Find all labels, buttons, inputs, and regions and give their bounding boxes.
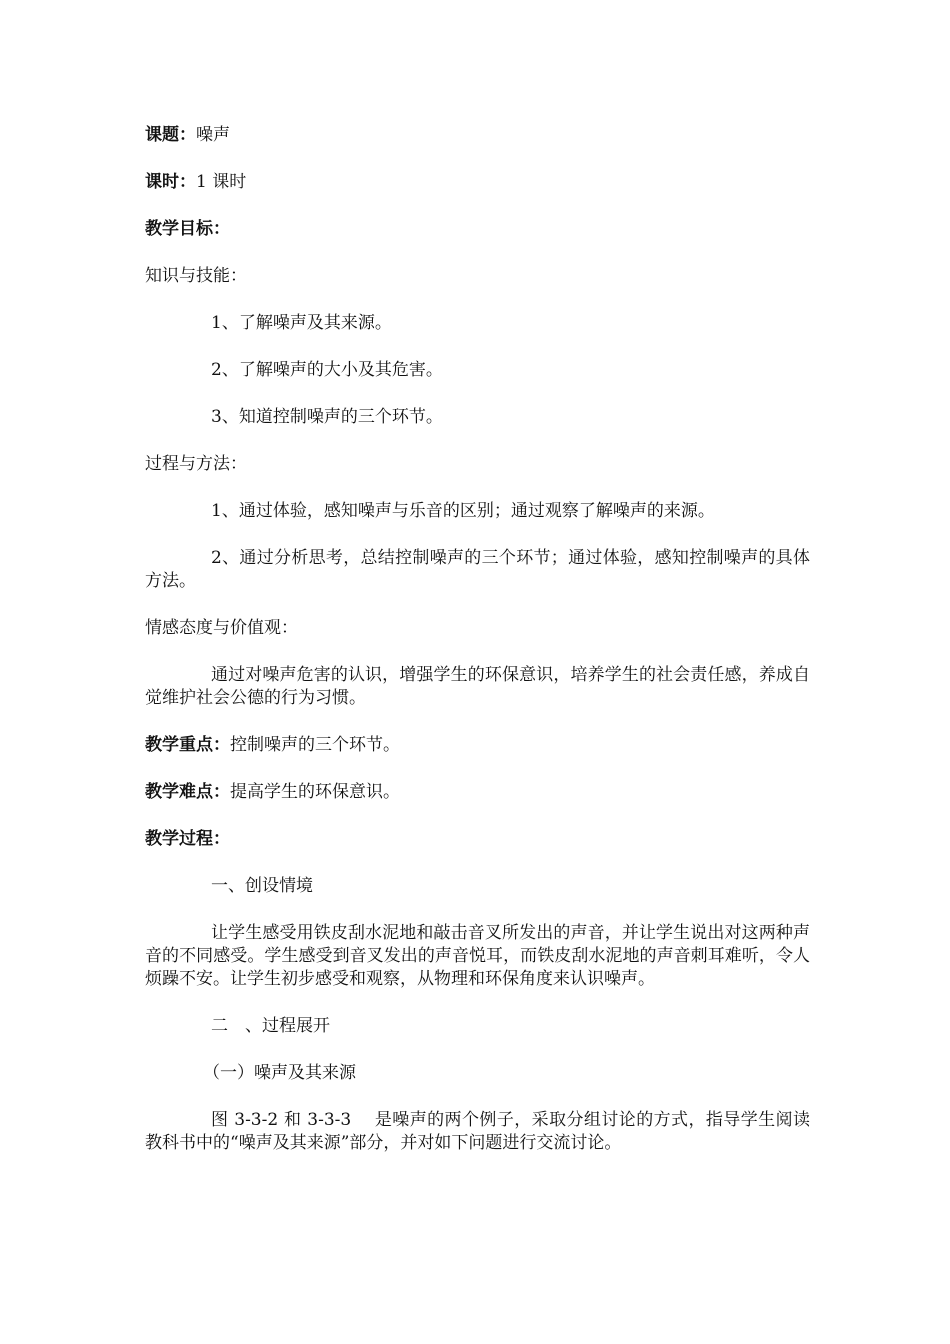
process-heading: 过程与方法： — [145, 454, 247, 474]
teaching-process-heading: 教学过程： — [145, 829, 230, 849]
hours-value: 1 课时 — [196, 172, 247, 192]
knowledge-item-3: 3、知道控制噪声的三个环节。 — [211, 407, 443, 427]
topic-line — [145, 124, 810, 147]
step1-title: 一、创设情境 — [211, 876, 313, 896]
topic-value: 噪声 — [196, 125, 230, 145]
difficulty-label: 教学难点： — [145, 782, 230, 802]
attitude-heading: 情感态度与价值观： — [145, 618, 298, 638]
attitude-text: 通过对噪声危害的认识，增强学生的环保意识，培养学生的社会责任感，养成自觉维护社会公德的行为习惯。 — [145, 665, 810, 708]
difficulty-line — [145, 781, 810, 804]
objectives-heading: 教学目标： — [145, 219, 230, 239]
step2-title: 二 、过程展开 — [211, 1016, 330, 1036]
key-point-label: 教学重点： — [145, 735, 230, 755]
sub1-title: （一）噪声及其来源 — [203, 1063, 356, 1083]
document-page — [145, 124, 810, 1179]
topic-label: 课题： — [145, 125, 196, 145]
hours-line — [145, 171, 810, 194]
process-item-1: 1、通过体验，感知噪声与乐音的区别；通过观察了解噪声的来源。 — [211, 501, 715, 521]
knowledge-heading: 知识与技能： — [145, 266, 247, 286]
process-item-2: 2、通过分析思考，总结控制噪声的三个环节；通过体验，感知控制噪声的具体方法。 — [145, 548, 810, 591]
step1-text: 让学生感受用铁皮刮水泥地和敲击音叉所发出的声音，并让学生说出对这两种声音的不同感受。学生感受到音叉发出的声音悦耳，而铁皮刮水泥地的声音刺耳难听，令人烦躁不安。让学生初步感受和观察，从物理和环保角度来认识噪声。 — [145, 923, 810, 989]
sub1-text: 图 3-3-2 和 3-3-3 是噪声的两个例子，采取分组讨论的方式，指导学生阅读教科书中的“噪声及其来源”部分，并对如下问题进行交流讨论。 — [145, 1110, 810, 1153]
hours-label: 课时： — [145, 172, 196, 192]
knowledge-item-2: 2、了解噪声的大小及其危害。 — [211, 360, 443, 380]
key-point-line — [145, 734, 810, 757]
key-point-value: 控制噪声的三个环节。 — [230, 735, 400, 755]
difficulty-value: 提高学生的环保意识。 — [230, 782, 400, 802]
knowledge-item-1: 1、了解噪声及其来源。 — [211, 313, 392, 333]
